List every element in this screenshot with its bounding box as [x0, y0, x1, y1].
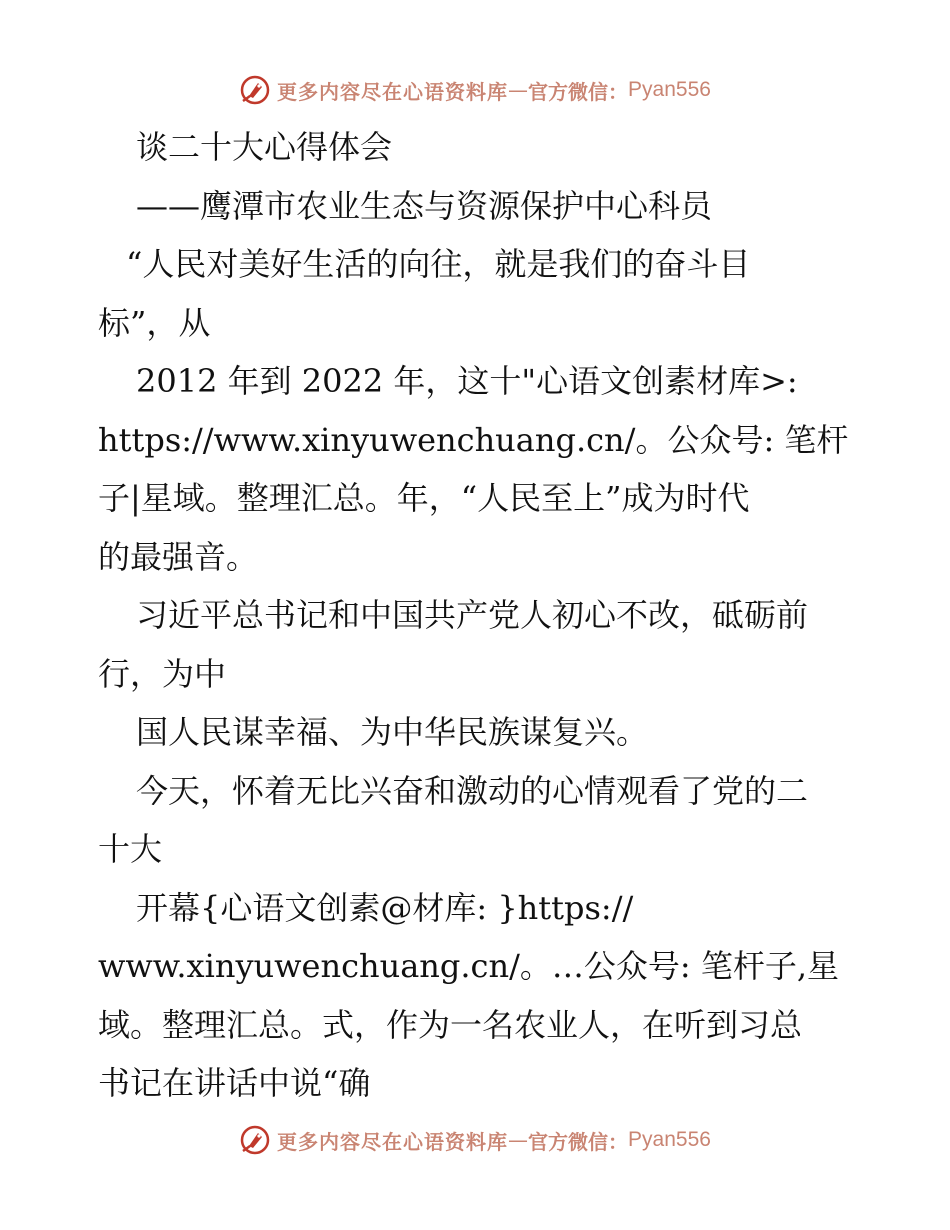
banner-wechat-id: Pyan556 — [628, 1128, 711, 1151]
footer-banner — [0, 1120, 950, 1160]
paragraph-line: 国人民谋幸福、为中华民族谋复兴。 — [136, 713, 649, 751]
paragraph-line: 的最强音。 — [98, 537, 259, 576]
paragraph-line: 标”，从 — [98, 303, 211, 342]
paragraph-line: 习近平总书记和中国共产党人初心不改，砥砺前 — [136, 596, 809, 634]
banner-separator: — — [508, 1128, 529, 1152]
paragraph-line: 域。整理汇总。式，作为一名农业人，在听到习总 — [98, 1005, 803, 1044]
document-title: 谈二十大心得体会 — [136, 128, 393, 166]
banner-separator: — — [508, 78, 529, 102]
pen-nib-logo-icon — [239, 1124, 271, 1156]
document-body — [98, 118, 918, 1113]
banner-wechat-id: Pyan556 — [628, 78, 711, 101]
paragraph-line: 十大 — [98, 830, 163, 868]
paragraph-line: “人民对美好生活的向往，就是我们的奋斗目 — [126, 245, 751, 283]
paragraph-line: https://www.xinyuwenchuang.cn/。公众号: 笔杆 — [98, 420, 849, 459]
paragraph-line: 今天，怀着无比兴奋和激动的心情观看了党的二 — [136, 771, 809, 810]
banner-brand-text: 更多内容尽在心语资料库 — [277, 1129, 509, 1154]
banner-wechat-label: 官方微信： — [528, 1129, 629, 1154]
banner-brand-text: 更多内容尽在心语资料库 — [277, 79, 509, 104]
pen-nib-logo-icon — [239, 74, 271, 106]
banner-wechat-label: 官方微信： — [528, 79, 629, 104]
header-banner — [0, 70, 950, 110]
paragraph-line: 子|星域。整理汇总。年，“人民至上”成为时代 — [98, 479, 750, 517]
document-subtitle: ——鹰潭市农业生态与资源保护中心科员 — [136, 186, 713, 225]
paragraph-line: 书记在讲话中说“确 — [98, 1064, 371, 1102]
paragraph-line: 2012 年到 2022 年，这十"心语文创素材库>: — [136, 362, 798, 400]
paragraph-line: 行，为中 — [98, 654, 227, 693]
paragraph-line: 开幕{心语文创素@材库: }https:// — [136, 888, 634, 927]
paragraph-line: www.xinyuwenchuang.cn/。…公众号: 笔杆子,星 — [98, 947, 839, 985]
